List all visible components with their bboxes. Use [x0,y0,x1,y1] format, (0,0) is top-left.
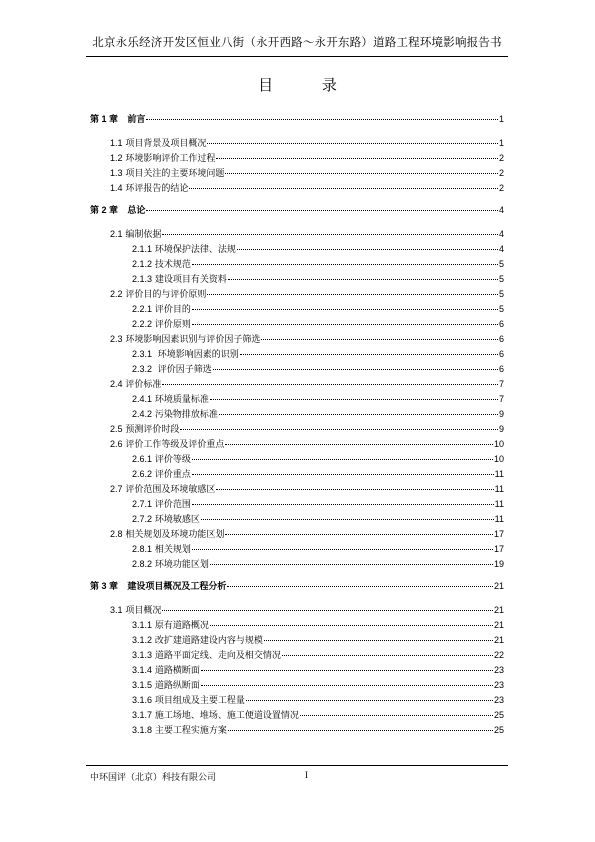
toc-entry-title: 环境功能区划 [154,560,209,570]
toc-entry[interactable] [110,334,504,346]
toc-entry[interactable] [132,259,504,271]
toc-entry-page: 7 [498,379,504,389]
toc-entry-number: 2.2.2 [132,319,153,329]
toc-entry[interactable] [132,665,504,677]
toc-leader-dots [237,249,498,250]
toc-entry-page: 10 [493,439,504,449]
toc-entry[interactable] [132,710,504,722]
toc-entry-title: 总论 [127,206,146,216]
toc-entry[interactable] [132,244,504,256]
toc-entry-page: 17 [493,544,504,554]
toc-leader-dots [192,324,498,325]
header-divider [86,56,508,57]
toc-entry[interactable] [110,229,504,241]
toc-entry[interactable] [132,680,504,692]
toc-entry-page: 21 [493,635,504,645]
toc-entry-page: 21 [493,605,504,615]
toc-entry-number: 2.3.1 [132,349,153,359]
toc-entry-page: 21 [493,581,504,591]
toc-entry-number: 3.1.2 [132,635,153,645]
toc-entry-title: 项目关注的主要环境问题 [125,169,225,179]
toc-entry-page: 2 [498,168,504,178]
toc-entry[interactable] [132,559,504,571]
toc-entry[interactable] [132,514,504,526]
toc-leader-dots [225,534,493,535]
toc-leader-dots [192,549,493,550]
toc-entry[interactable] [110,183,504,195]
toc-entry-number: 2.6.1 [132,454,153,464]
toc-entry[interactable] [90,581,504,593]
toc-entry-title: 技术规范 [154,260,191,270]
toc-entry[interactable] [110,529,504,541]
toc-entry-number: 2.7.2 [132,514,153,524]
toc-entry-number: 2.1.2 [132,259,153,269]
toc-entry-title: 评价因子筛选 [154,365,212,375]
toc-entry-page: 5 [498,274,504,284]
toc-entry-page: 10 [493,454,504,464]
toc-entry-number: 第 2 章 [90,205,119,215]
toc-entry-title: 相关规划及环境功能区划 [125,530,225,540]
toc-entry-title: 评价目的与评价原则 [125,290,207,300]
toc-entry-number: 3.1.5 [132,680,153,690]
toc-leader-dots [216,489,493,490]
toc-entry[interactable] [110,424,504,436]
toc-leader-dots [225,444,493,445]
page-title: 目 录 [258,76,359,94]
toc-entry-page: 11 [494,469,504,479]
footer-company: 中环国评（北京）科技有限公司 [90,773,217,783]
toc-entry[interactable] [132,469,504,481]
toc-entry-number: 2.4.2 [132,409,153,419]
toc-leader-dots [246,700,493,701]
toc-entry-page: 6 [498,319,504,329]
toc-leader-dots [192,504,494,505]
toc-entry-page: 19 [493,559,504,569]
toc-entry-number: 2.6.2 [132,469,153,479]
toc-entry-title: 评价工作等级及评价重点 [125,440,225,450]
toc-leader-dots [162,610,493,611]
toc-entry-number: 2.1 [110,229,123,239]
toc-entry-number: 2.7.1 [132,499,153,509]
toc-entry-number: 3.1 [110,605,123,615]
toc-entry[interactable] [110,289,504,301]
toc-entry-title: 环境影响因素识别与评价因子筛选 [125,335,261,345]
toc-entry-page: 2 [498,153,504,163]
toc-entry-title: 相关规划 [154,545,191,555]
toc-entry-number: 2.4.1 [132,394,153,404]
toc-entry-number: 2.7 [110,484,123,494]
toc-leader-dots [228,730,493,731]
toc-entry-number: 2.8 [110,529,123,539]
toc-entry-title: 预测评价时段 [125,425,180,435]
toc-entry[interactable] [110,379,504,391]
toc-entry-page: 6 [498,334,504,344]
toc-entry-page: 4 [498,229,504,239]
toc-entry[interactable] [110,605,504,617]
toc-entry-title: 评价等级 [154,455,191,465]
toc-entry[interactable] [110,168,504,180]
toc-entry-title: 环评报告的结论 [125,184,189,194]
toc-entry-title: 环境敏感区 [154,515,200,525]
toc-entry[interactable] [132,349,504,361]
toc-entry-page: 5 [498,304,504,314]
toc-entry-number: 3.1.6 [132,695,153,705]
toc-leader-dots [201,519,494,520]
toc-entry-number: 第 1 章 [90,114,119,124]
toc-entry-number: 2.8.2 [132,559,153,569]
toc-entry-title: 改扩建道路建设内容与规模 [154,636,263,646]
toc-entry-page: 1 [498,138,504,148]
toc-entry-title: 建设项目概况及工程分析 [127,582,227,592]
toc-leader-dots [228,279,498,280]
toc-entry-number: 2.2 [110,289,123,299]
toc-leader-dots [192,459,493,460]
toc-entry-number: 第 3 章 [90,581,119,591]
toc-entry-page: 9 [498,409,504,419]
toc-entry-number: 3.1.1 [132,620,153,630]
toc-entry[interactable] [132,319,504,331]
toc-entry-page: 23 [493,680,504,690]
toc-leader-dots [207,143,498,144]
toc-entry-title: 评价重点 [154,470,191,480]
toc-leader-dots [201,670,493,671]
toc-entry-number: 1.4 [110,183,123,193]
toc-entry-title: 建设项目有关资料 [154,275,227,285]
toc-leader-dots [201,685,493,686]
toc-entry-title: 评价目的 [154,305,191,315]
toc-entry-number: 3.1.4 [132,665,153,675]
toc-leader-dots [192,309,498,310]
toc-entry-title: 施工场地、堆场、施工便道设置情况 [154,711,299,721]
toc-entry-page: 11 [494,484,504,494]
toc-entry[interactable] [90,114,504,126]
toc-entry-page: 11 [494,499,504,509]
toc-leader-dots [282,655,493,656]
toc-entry-title: 前言 [127,115,146,125]
toc-entry[interactable] [132,620,504,632]
toc-entry[interactable] [132,304,504,316]
toc-leader-dots [227,586,493,587]
toc-leader-dots [162,234,498,235]
toc-entry[interactable] [132,499,504,511]
toc-entry-page: 6 [498,349,504,359]
toc-entry-page: 4 [498,244,504,254]
toc-entry-title: 评价标准 [125,380,162,390]
toc-entry-title: 环境质量标准 [154,395,209,405]
toc-entry[interactable] [90,205,504,217]
toc-entry-page: 6 [498,364,504,374]
toc-entry-number: 2.8.1 [132,544,153,554]
toc-entry-number: 1.3 [110,168,123,178]
toc-entry-title: 道路平面定线、走向及相交情况 [154,651,281,661]
toc-entry-page: 25 [493,725,504,735]
toc-entry[interactable] [132,364,504,376]
footer-page-number: I [305,770,308,780]
toc-entry[interactable] [132,544,504,556]
toc-entry-number: 2.2.1 [132,304,153,314]
toc-entry-number: 2.1.3 [132,274,153,284]
toc-leader-dots [219,414,498,415]
toc-entry-number: 2.3 [110,334,123,344]
toc-entry-title: 项目组成及主要工程量 [154,696,245,706]
toc-entry-number: 2.3.2 [132,364,153,374]
toc-entry-title: 评价范围及环境敏感区 [125,485,216,495]
toc-entry-title: 评价原则 [154,320,191,330]
toc-entry-number: 2.1.1 [132,244,153,254]
toc-entry-page: 5 [498,289,504,299]
toc-entry[interactable] [110,439,504,451]
toc-leader-dots [240,354,498,355]
toc-entry[interactable] [132,650,504,662]
toc-entry-number: 3.1.8 [132,725,153,735]
toc-entry-page: 17 [493,529,504,539]
toc-leader-dots [146,119,498,120]
toc-entry-page: 23 [493,695,504,705]
toc-entry[interactable] [132,635,504,647]
toc-entry-page: 9 [498,424,504,434]
toc-entry-title: 原有道路概况 [154,621,209,631]
toc-leader-dots [225,173,498,174]
toc-entry[interactable] [110,138,504,150]
toc-entry[interactable] [132,274,504,286]
toc-leader-dots [162,384,498,385]
toc-entry-number: 3.1.7 [132,710,153,720]
toc-entry-title: 编制依据 [125,230,162,240]
toc-leader-dots [210,564,493,565]
toc-entry-page: 21 [493,620,504,630]
toc-entry-page: 11 [494,514,504,524]
toc-entry-page: 22 [493,650,504,660]
toc-entry-page: 7 [498,394,504,404]
toc-leader-dots [192,474,494,475]
toc-entry[interactable] [110,153,504,165]
toc-entry-page: 2 [498,183,504,193]
toc-entry[interactable] [132,725,504,737]
toc-entry-number: 3.1.3 [132,650,153,660]
toc-entry-title: 环境保护法律、法规 [154,245,236,255]
toc-leader-dots [213,369,498,370]
footer-divider [86,765,508,766]
toc-leader-dots [210,399,498,400]
toc-leader-dots [261,339,498,340]
toc-entry-title: 项目概况 [125,606,162,616]
toc-leader-dots [207,294,498,295]
toc-entry[interactable] [132,394,504,406]
toc-entry-page: 1 [498,114,504,124]
toc-entry-title: 污染物排放标准 [154,410,218,420]
toc-leader-dots [192,264,498,265]
toc-leader-dots [180,429,498,430]
toc-entry-page: 4 [498,205,504,215]
toc-leader-dots [210,625,493,626]
toc-leader-dots [189,188,498,189]
toc-entry-number: 1.1 [110,138,123,148]
toc-entry-page: 23 [493,665,504,675]
toc-leader-dots [264,640,493,641]
toc-entry-number: 1.2 [110,153,123,163]
toc-entry-title: 项目背景及项目概况 [125,139,207,149]
toc-entry-number: 2.6 [110,439,123,449]
toc-entry[interactable] [132,695,504,707]
toc-entry-number: 2.5 [110,424,123,434]
toc-entry-title: 评价范围 [154,500,191,510]
toc-entry-title: 环境影响评价工作过程 [125,154,216,164]
toc-entry[interactable] [132,409,504,421]
running-header: 北京永乐经济开发区恒业八街（永开西路～永开东路）道路工程环境影响报告书 [92,35,502,49]
toc-entry-title: 道路横断面 [154,666,200,676]
toc-entry-page: 5 [498,259,504,269]
toc-entry-number: 2.4 [110,379,123,389]
toc-leader-dots [216,158,498,159]
toc-entry[interactable] [132,454,504,466]
toc-entry-page: 25 [493,710,504,720]
toc-leader-dots [300,715,493,716]
toc-leader-dots [146,210,498,211]
toc-entry[interactable] [110,484,504,496]
toc-entry-title: 环境影响因素的识别 [154,350,239,360]
toc-entry-title: 道路纵断面 [154,681,200,691]
toc-entry-title: 主要工程实施方案 [154,726,227,736]
